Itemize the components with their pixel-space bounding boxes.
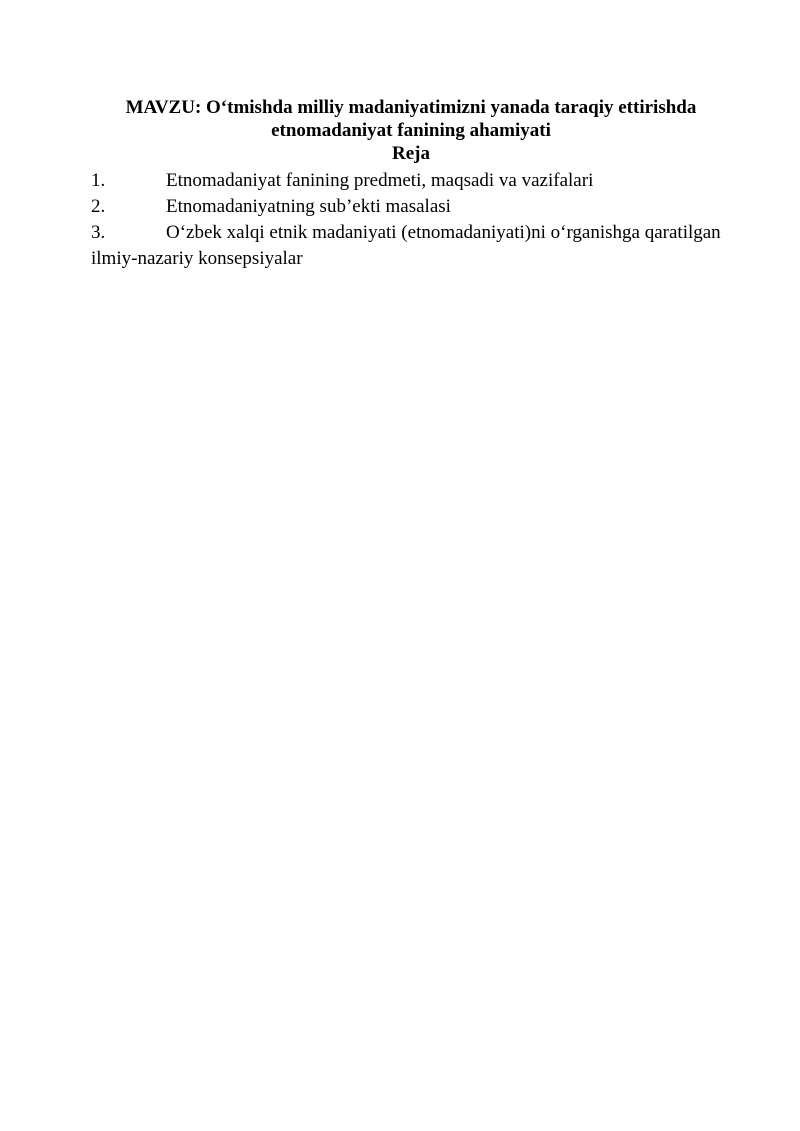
plan-list [91,168,731,272]
plan-item-text: Etnomadaniyat fanining predmeti, maqsadi va vazifalari [166,170,594,191]
plan-item-text: Etnomadaniyatning sub’ekti masalasi [166,196,451,217]
plan-item-text: O‘zbek xalqi etnik madaniyati (etnomadaniyati)ni o‘rganishga qaratilgan ilmiy-nazariy konsepsiyalar [91,222,721,269]
document-title: MAVZU: O‘tmishda milliy madaniyatimizni yanada taraqiy ettirishda etnomadaniyat fanining ahamiyati [125,97,697,141]
plan-item-number: 3. [91,222,106,243]
plan-item [91,168,731,194]
plan-item [91,194,731,220]
plan-item [91,220,731,272]
document-content [91,96,731,272]
plan-item-number: 1. [91,170,106,191]
plan-heading: Reja [392,143,430,164]
plan-item-number: 2. [91,196,106,217]
